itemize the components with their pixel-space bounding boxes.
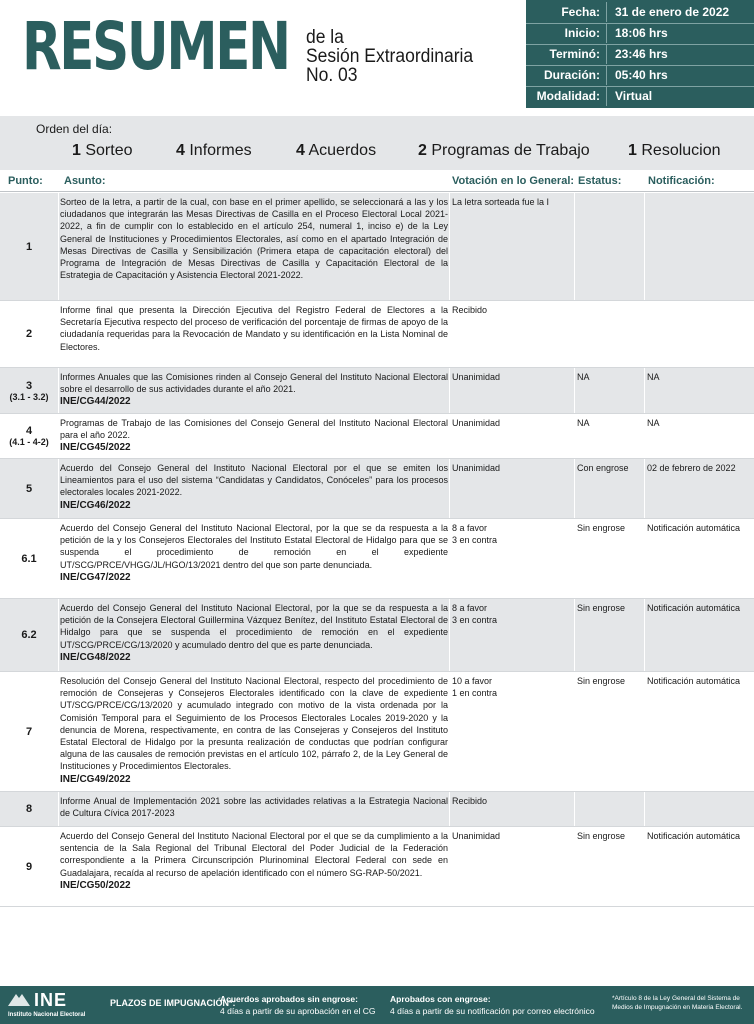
cell-votacion: Unanimidad — [452, 418, 501, 428]
header-votacion: Votación en lo General: — [452, 175, 575, 187]
cell-notificacion: NA — [647, 418, 660, 428]
cell-asunto: Acuerdo del Consejo General del Instituto Nacional Electoral por el que se emiten los Lineamientos para el uso del sistema “Candidatas y Candidatos, Conóceles” para los procesos electorales locales 2021-2022. INE/CG46/2022 — [60, 463, 448, 511]
cell-votacion: La letra sorteada fue la I — [452, 197, 550, 207]
footer-plazos-label: PLAZOS DE IMPUGNACIÓN*: — [110, 998, 236, 1008]
order-item-programas: 2 Programas de Trabajo — [418, 142, 590, 159]
cell-punto: 9 — [25, 860, 33, 873]
cell-agreement-code: INE/CG45/2022 — [60, 442, 131, 454]
cell-asunto: Informe Anual de Implementación 2021 sobre las actividades relativas a la Estrategia Nacional de Cultura Cívica 2017-2023 — [60, 796, 448, 819]
footer-logo-sub: Instituto Nacional Electoral — [8, 1012, 86, 1018]
footer-note: *Artículo 8 de la Ley General del Sistema de Medios de Impugnación en Materia Electoral. — [612, 995, 743, 1011]
cell-asunto: Acuerdo del Consejo General del Instituto Nacional Electoral por el que se da cumplimiento a la sentencia de la Sala Regional del Tribunal Electoral del Poder Judicial de la Federación correspondiente a la Primera Circunscripción Plurinominal Electoral Federal con sede en Guadalajara, recaída al recurso de apelación identificado con el número SG-RAP-50/2021. INE/CG50/2022 — [60, 831, 448, 891]
meta-value: Virtual — [606, 86, 754, 106]
table-row — [0, 519, 754, 599]
cell-asunto: Programas de Trabajo de las Comisiones del Consejo General del Instituto Nacional Electoral para el año 2022. INE/CG45/2022 — [60, 418, 448, 454]
footer-con-engrose: Aprobados con engrose: 4 días a partir de su notificación por correo electrónico — [390, 994, 595, 1016]
cell-asunto: Informe final que presenta la Dirección Ejecutiva del Registro Federal de Electores a la Secretaría Ejecutiva respecto del proceso de verificación del porcentaje de firmas de apoyo de la ciudadanía requeridas para la Revocación de Mandato y su identificación en la Lista Nominal de Electores. — [60, 305, 448, 352]
cell-agreement-code: INE/CG50/2022 — [60, 879, 131, 891]
session-meta-panel — [526, 0, 754, 108]
subtitle-line-2: Sesión Extraordinaria — [306, 46, 474, 67]
cell-estatus: NA — [577, 418, 590, 428]
subtitle-line-3: No. 03 — [306, 65, 358, 86]
cell-punto: 4 (4.1 - 4-2) — [9, 425, 49, 447]
meta-label: Duración: — [543, 68, 600, 82]
meta-fecha — [526, 2, 754, 22]
header-estatus: Estatus: — [578, 175, 622, 187]
header-punto: Punto: — [8, 175, 43, 187]
cell-punto: 8 — [25, 803, 33, 815]
cell-asunto: Acuerdo del Consejo General del Instituto Nacional Electoral, por la que se da respuesta a la petición de la Consejera Electoral Guillermina Vázquez Benítez, del Instituto Estatal Electoral de Hidalgo para que se suspenda el procedimiento de remoción en el expediente UT/SCG/PRCE/CG/13/2020 y acumulado dentro del que es parte denunciada. INE/CG48/2022 — [60, 603, 448, 663]
cell-agreement-code: INE/CG44/2022 — [60, 396, 131, 408]
ine-logo-icon — [8, 992, 30, 1006]
table-row — [0, 301, 754, 368]
cell-votacion: 8 a favor 3 en contra — [452, 523, 498, 546]
cell-agreement-code: INE/CG47/2022 — [60, 571, 131, 583]
cell-punto: 3 (3.1 - 3.2) — [9, 379, 49, 402]
cell-estatus: NA — [577, 372, 590, 382]
cell-asunto: Sorteo de la letra, a partir de la cual, con base en el primer apellido, se seleccionará a las y los ciudadanos que integrarán las Mesas Directivas de Casilla en el Proceso Electoral Local 2021-2022, a fin de cumplir con lo establecido en el artículo 254, numeral 1, inciso e) de la Ley General de Instituciones y Procedimientos Electorales, así como en el apartado Integración de Mesas Directivas de Casilla y Sensibilización (Primera etapa de capacitación electoral) del Programa de Integración de Mesas Directivas de Casilla y Capacitación Electoral de la Estrategia de Capacitación y Asistencia Electoral 2021-2022. — [60, 197, 448, 281]
cell-votacion: 8 a favor 3 en contra — [452, 603, 498, 626]
footer-logo-text: INE — [34, 990, 68, 1010]
table-row — [0, 792, 754, 827]
meta-modalidad — [526, 86, 754, 106]
cell-estatus: Sin engrose — [577, 676, 626, 686]
cell-notificacion: Notificación automática — [647, 831, 741, 841]
cell-estatus: Sin engrose — [577, 523, 626, 533]
cell-asunto: Informes Anuales que las Comisiones rinden al Consejo General del Instituto Nacional Electoral sobre el desarrollo de sus actividades durante el año 2021. INE/CG44/2022 — [60, 372, 448, 408]
table-row — [0, 459, 754, 519]
page-footer — [0, 986, 754, 1024]
cell-agreement-code: INE/CG46/2022 — [60, 499, 131, 511]
cell-agreement-code: INE/CG49/2022 — [60, 773, 131, 785]
order-item-sorteo: 1 Sorteo — [72, 142, 133, 159]
cell-notificacion: Notificación automática — [647, 676, 741, 686]
table-row — [0, 827, 754, 907]
meta-label: Terminó: — [549, 47, 600, 61]
page-subtitle — [306, 28, 473, 85]
cell-estatus: Sin engrose — [577, 603, 626, 613]
cell-asunto: Resolución del Consejo General del Instituto Nacional Electoral, respecto del procedimiento de remoción de Consejeras y Consejeros Electorales identificado con la clave de expediente UT/SCG/PRCE/CG/13/2020 y acumulado integrado con motivo de la vista ordenada por la Comisión Temporal para el Seguimiento de los Procesos Electorales Locales 2019-2020 y la denuncia de Morena, respectivamente, en contra de las Consejeras y Consejeros del Instituto Estatal Electoral de Hidalgo por la presunta realización de conductas que podrían configurar alguna de las causales de remoción previstas en el artículo 102, párrafo 2, de la Ley General de Instituciones y Procedimientos Electorales. INE/CG49/2022 — [60, 676, 448, 785]
cell-agreement-code: INE/CG48/2022 — [60, 651, 131, 663]
cell-notificacion: NA — [647, 372, 660, 382]
cell-punto: 7 — [25, 725, 33, 738]
cell-punto: 6.2 — [21, 629, 37, 641]
cell-estatus: Con engrose — [577, 463, 629, 473]
cell-punto: 1 — [25, 240, 33, 253]
header-asunto: Asunto: — [64, 175, 106, 187]
table-row — [0, 599, 754, 672]
cell-asunto: Acuerdo del Consejo General del Instituto Nacional Electoral, por la que se da respuesta a la petición de la y los Consejeros Electorales del Instituto Estatal Electoral de Hidalgo para que se suspenda el procedimiento de remoción en el expediente UT/SCG/PRCE/VHGG/JL/HGO/13/2021 dentro del que son parte denunciada. INE/CG47/2022 — [60, 523, 448, 583]
meta-label: Modalidad: — [536, 89, 600, 103]
cell-notificacion: Notificación automática — [647, 523, 741, 533]
order-title: Orden del día: — [36, 122, 113, 136]
order-item-informes: 4 Informes — [176, 142, 252, 159]
cell-punto-sub: (3.1 - 3.2) — [9, 391, 49, 402]
cell-votacion: Recibido — [452, 305, 488, 315]
cell-punto-sub: (4.1 - 4-2) — [9, 437, 49, 447]
table-row — [0, 368, 754, 414]
subtitle-line-1: de la — [306, 27, 344, 48]
meta-duracion — [526, 65, 754, 85]
cell-punto: 6.1 — [21, 552, 37, 565]
cell-votacion: Recibido — [452, 796, 488, 806]
header-notificacion: Notificación: — [648, 175, 715, 187]
table-row — [0, 672, 754, 792]
cell-punto: 5 — [25, 482, 33, 495]
meta-label: Fecha: — [561, 5, 600, 19]
footer-sin-engrose: Acuerdos aprobados sin engrose: 4 días a partir de su aprobación en el CG — [220, 994, 376, 1016]
cell-punto: 2 — [25, 328, 33, 340]
meta-value: 31 de enero de 2022 — [606, 2, 754, 22]
table-row — [0, 193, 754, 301]
meta-termino — [526, 44, 754, 64]
cell-notificacion: Notificación automática — [647, 603, 741, 613]
meta-value: 18:06 hrs — [606, 23, 754, 43]
cell-votacion: Unanimidad — [452, 372, 501, 382]
cell-votacion: Unanimidad — [452, 463, 501, 473]
meta-value: 23:46 hrs — [606, 44, 754, 64]
cell-votacion: 10 a favor 1 en contra — [452, 676, 498, 699]
page-title: RESUMEN — [22, 8, 289, 85]
table-header — [0, 172, 754, 192]
table-row — [0, 414, 754, 459]
order-item-resolucion: 1 Resolucion — [628, 142, 721, 159]
cell-votacion: Unanimidad — [452, 831, 501, 841]
cell-estatus: Sin engrose — [577, 831, 626, 841]
meta-inicio — [526, 23, 754, 43]
page-header — [0, 0, 754, 112]
meta-label: Inicio: — [564, 26, 600, 40]
cell-notificacion: 02 de febrero de 2022 — [647, 463, 736, 473]
order-of-day — [0, 116, 754, 170]
order-item-acuerdos: 4 Acuerdos — [296, 142, 377, 159]
meta-value: 05:40 hrs — [606, 65, 754, 85]
